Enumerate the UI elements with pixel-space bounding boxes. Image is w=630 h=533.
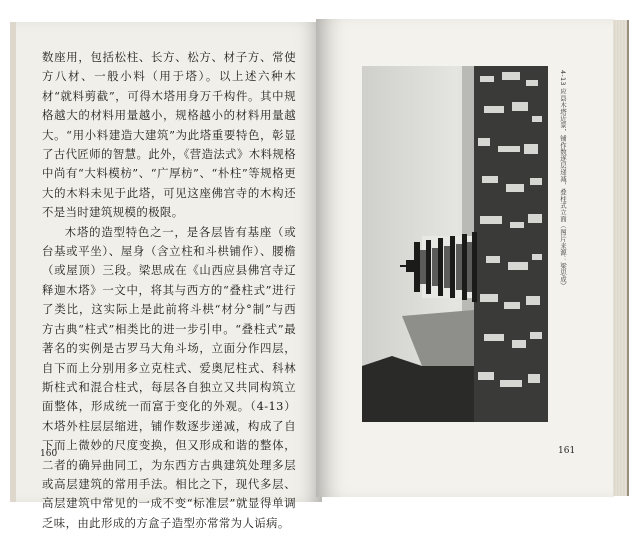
body-paragraph-2: 木塔的造型特色之一，是各层皆有基座（或台基或平坐）、屋身（含立柱和斗栱铺作）、腰檐（或屋顶）三段。梁思成在《山西应县佛宫寺辽释迦木塔》一文中，将其与西方的“叠柱式”进行了类比，这实际上是此前将斗栱“材分°制”与西方古典“柱式”相类比的进一步引申。“叠柱式”最著名的实例是古罗马大角斗场，立面分作四层，自下而上分别用多立克柱式、爱奥尼柱式、科林斯柱式和混合柱式，每层各自独立又共同构筑立面整体，形成统一而富于变化的外观。（4-13）木塔外柱层层缩进，铺作数逐步递减，构成了自下而上微妙的尺度变换，但又形成和谐的整体，二者的确异曲同工，为东西方古典建筑处理多层或高层建筑的常用手法。相比之下，现代多层、高层建筑中常见的一成不变“标准层”就显得单调乏味，由此形成的方盒子造型亦常常为人诟病。	[42, 224, 296, 530]
page-number-left: 160	[40, 449, 58, 459]
body-paragraph-1: 数座用，包括松柱、长方、松方、材子方、常使方八材、一般小料（用于塔）。以上述六种木材“就料剪截”，可得木塔用身万千构件。其中规格越大的材料用量越小，规格越小的材料用量越大。“用小料建造大建筑”为此塔重要特色，彰显了古代匠师的智慧。此外，《营造法式》木料规格中尚有“大料模枋”、“广厚枋”、“朴柱”等规格更大的木料未见于此塔，可见这座佛宫寺的木构还不是当时建筑规模的极限。	[42, 50, 296, 220]
photo-caption: 4-13 应县木塔近景，铺作数逐层递减，叠柱式立面（图片来源：梁思成）	[559, 70, 567, 290]
page-block-edge	[613, 20, 629, 496]
pagoda-photo-image	[362, 66, 548, 422]
pagoda-photograph	[362, 66, 548, 422]
left-page-body	[42, 48, 296, 533]
page-number-right: 161	[558, 446, 576, 456]
